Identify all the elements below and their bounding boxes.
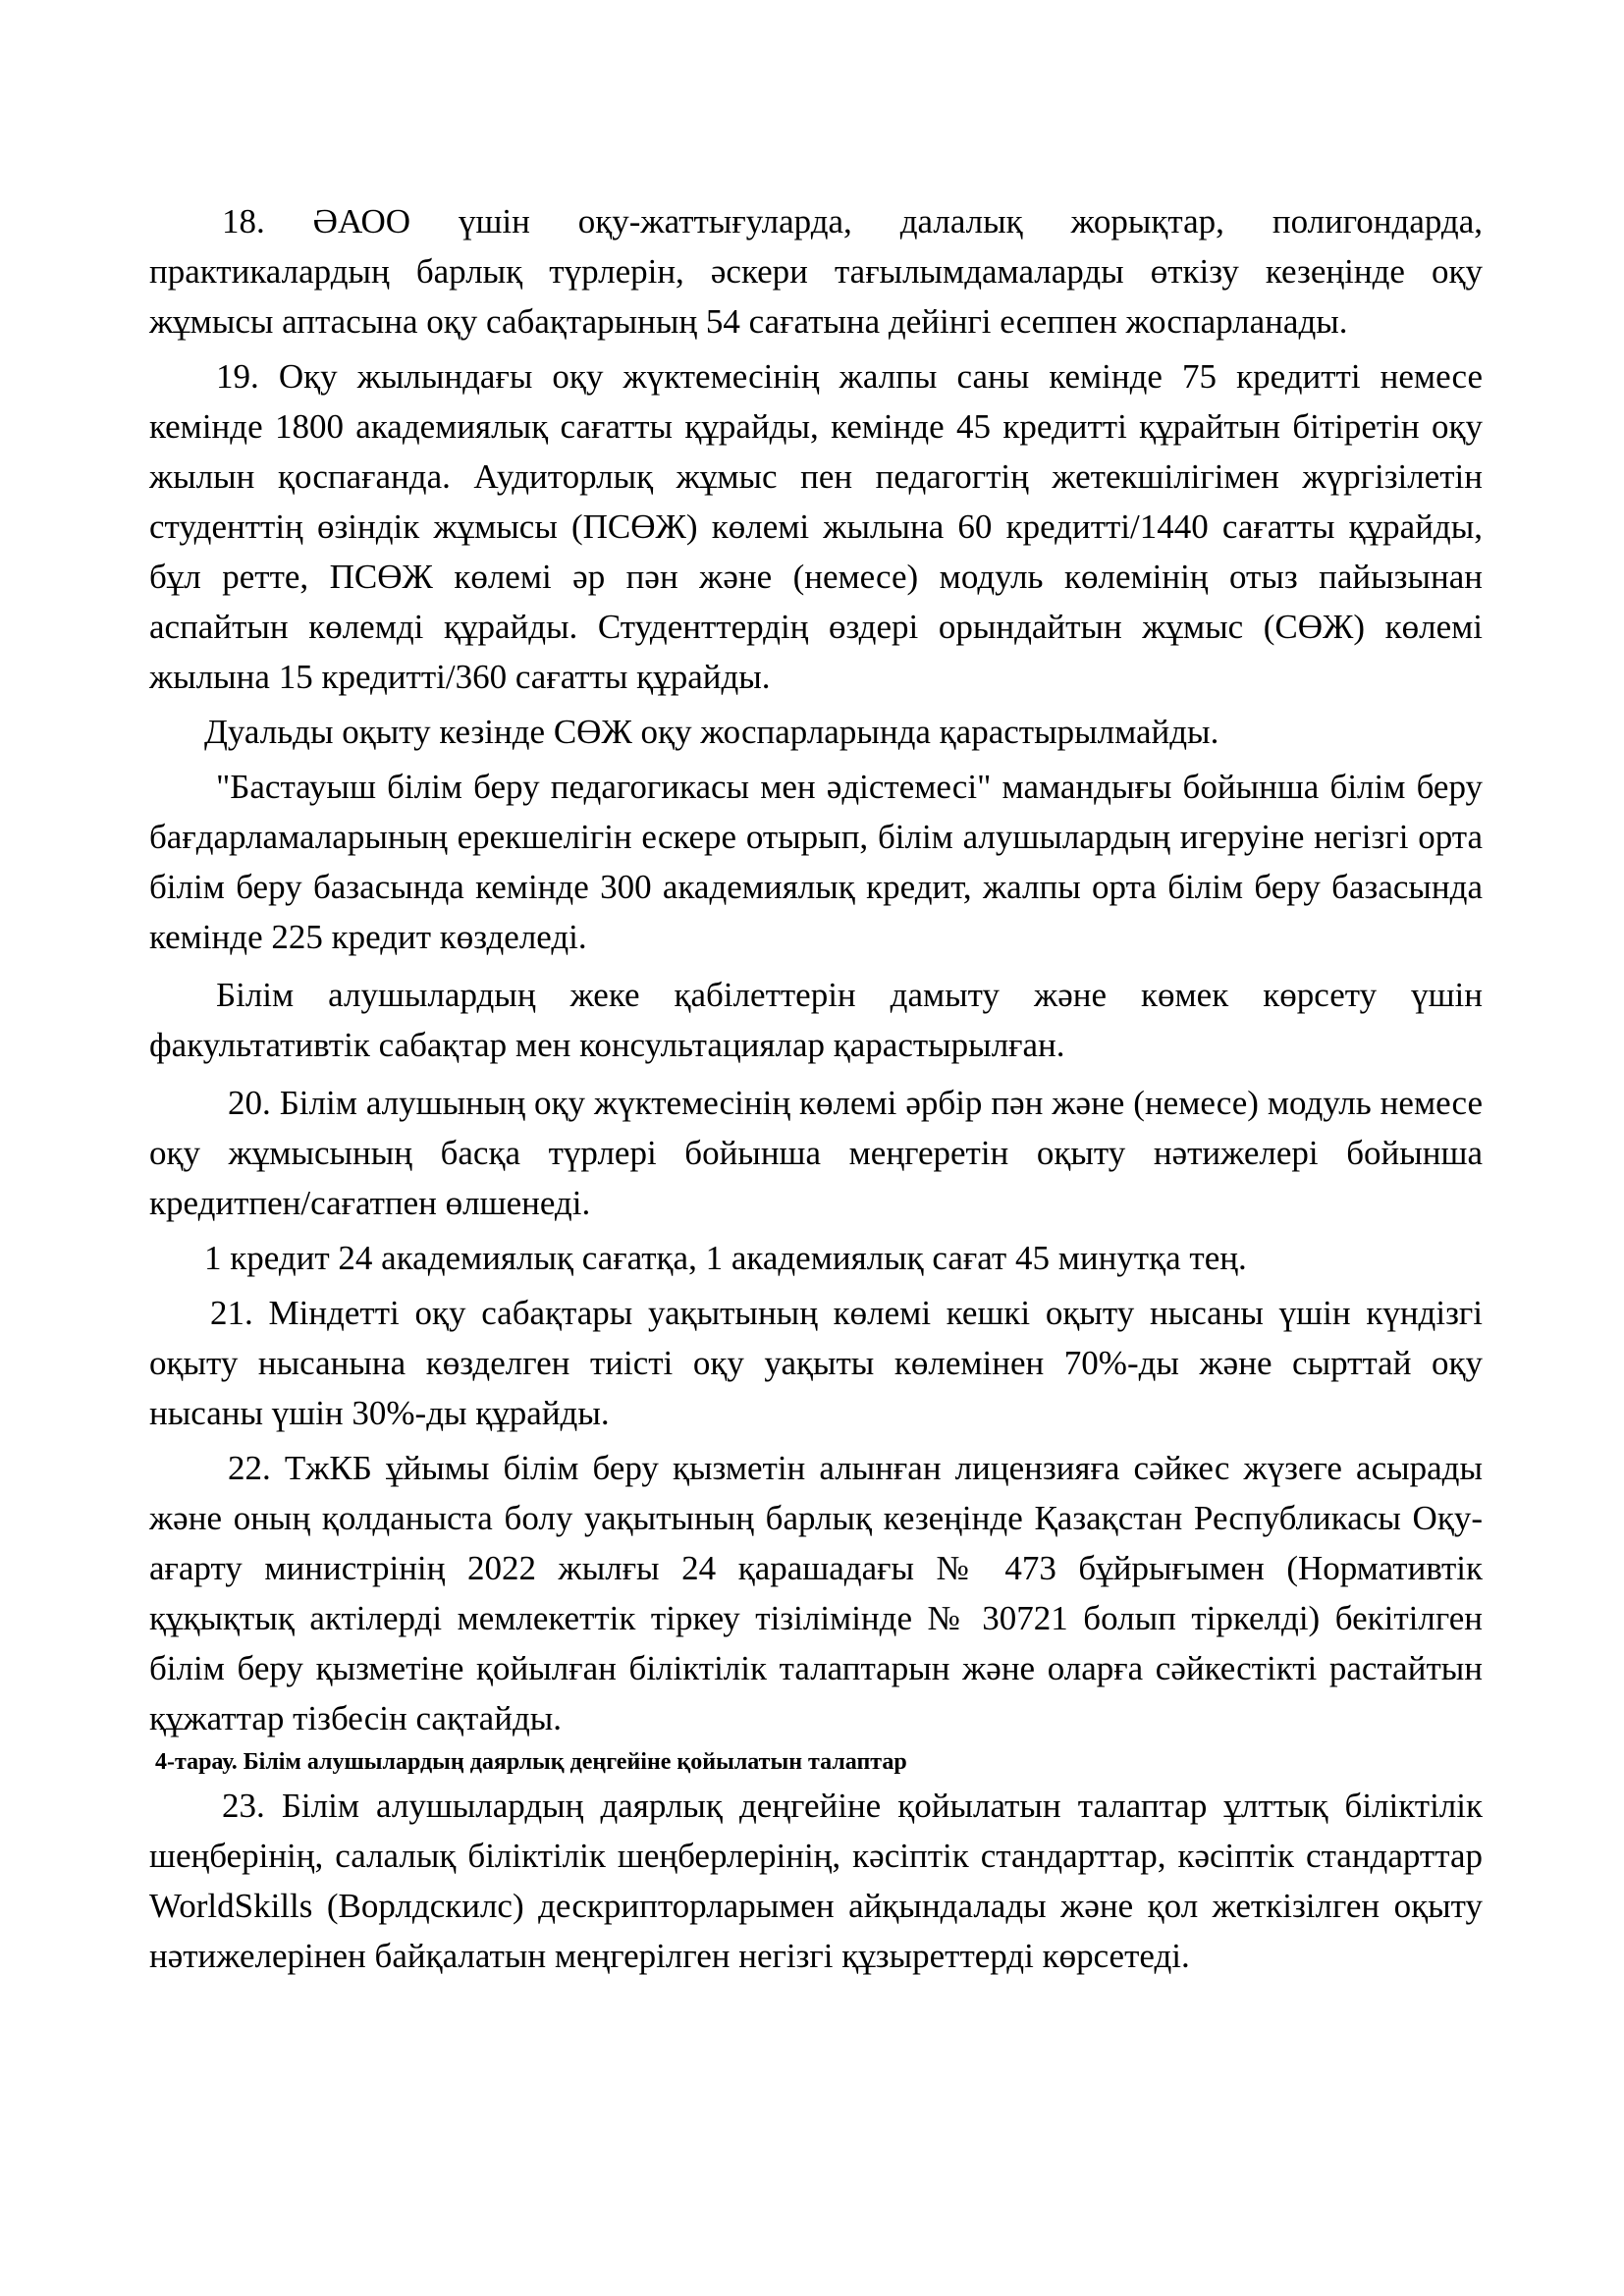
paragraph-20: 20. Білім алушының оқу жүктемесінің көлемі әрбір пән және (немесе) модуль немесе оқу жұмысының басқа түрлері бойынша меңгеретін оқыту нәтижелері бойынша кредитпен/сағатпен өлшенеді. — [149, 1084, 1483, 1222]
paragraph-credit-definition: 1 кредит 24 академиялық сағатқа, 1 академиялық сағат 45 минутқа тең. — [204, 1239, 1247, 1277]
paragraph-21: 21. Міндетті оқу сабақтары уақытының көлемі кешкі оқыту нысаны үшін күндізгі оқыту нысанына көзделген тиісті оқу уақыты көлемінен 70%-ды және сырттай оқу нысаны үшін 30%-ды құрайды. — [149, 1294, 1483, 1432]
paragraph-dual-training: Дуальды оқыту кезінде СӨЖ оқу жоспарларында қарастырылмайды. — [204, 713, 1219, 751]
section-heading-chapter-4: 4-тарау. Білім алушылардың даярлық деңгейіне қойылатын талаптар — [155, 1749, 907, 1775]
paragraph-22: 22. ТжКБ ұйымы білім беру қызметін алынған лицензияға сәйкес жүзеге асырады және оның қолданыста болу уақытының барлық кезеңінде Қазақстан Республикасы Оқу-ағарту министрінің 2022 жылғы 24 қарашадағы № 473 бұйрығымен (Нормативтік құқықтық актілерді мемлекеттік тіркеу тізілімінде № 30721 болып тіркелді) бекітілген білім беру қызметіне қойылған біліктілік талаптарын және оларға сәйкестікті растайтын құжаттар тізбесін сақтайды. — [149, 1449, 1483, 1737]
paragraph-23: 23. Білім алушылардың даярлық деңгейіне қойылатын талаптар ұлттық біліктілік шеңберінің, салалық біліктілік шеңберлерінің, кәсіптік стандарттар, кәсіптік стандарттар WorldSkills (Ворлдскилс) дескрипторларымен айқындалады және қол жеткізілген оқыту нәтижелерінен байқалатын меңгерілген негізгі құзыреттерді көрсетеді. — [149, 1787, 1483, 1975]
paragraph-18: 18. ӘАОО үшін оқу-жаттығуларда, далалық жорықтар, полигондарда, практикалардың барлық түрлерін, әскери тағылымдамаларды өткізу кезеңінде оқу жұмысы аптасына оқу сабақтарының 54 сағатына дейінгі есеппен жоспарланады. — [149, 202, 1483, 341]
document-body — [149, 196, 1483, 1981]
paragraph-elective-classes: Білім алушылардың жеке қабілеттерін дамыту және көмек көрсету үшін факультативтік сабақтар мен консультациялар қарастырылған. — [149, 976, 1483, 1064]
paragraph-primary-education: "Бастауыш білім беру педагогикасы мен әдістемесі" мамандығы бойынша білім беру бағдарламаларының ерекшелігін ескере отырып, білім алушылардың игеруіне негізгі орта білім беру базасында кемінде 300 академиялық кредит, жалпы орта білім беру базасында кемінде 225 кредит көзделеді. — [149, 768, 1483, 956]
paragraph-19: 19. Оқу жылындағы оқу жүктемесінің жалпы саны кемінде 75 кредитті немесе кемінде 1800 академиялық сағатты құрайды, кемінде 45 кредитті құрайтын бітіретін оқу жылын қоспағанда. Аудиторлық жұмыс пен педагогтің жетекшілігімен жүргізілетін студенттің өзіндік жұмысы (ПСӨЖ) көлемі жылына 60 кредитті/1440 сағатты құрайды, бұл ретте, ПСӨЖ көлемі әр пән және (немесе) модуль көлемінің отыз пайызынан аспайтын көлемді құрайды. Студенттердің өздері орындайтын жұмыс (СӨЖ) көлемі жылына 15 кредитті/360 сағатты құрайды. — [149, 357, 1483, 696]
